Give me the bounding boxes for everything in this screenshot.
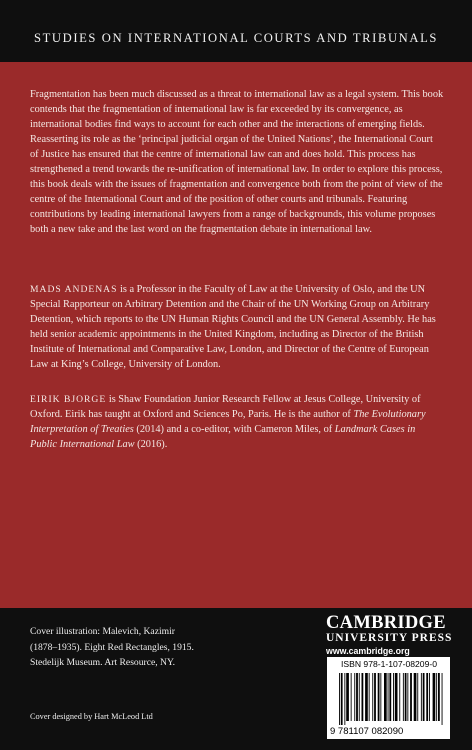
barcode-bar (403, 673, 404, 721)
author-bio-text: (2014) and a co-editor, with Cameron Miles, of (133, 424, 335, 435)
barcode-bar (341, 673, 343, 725)
barcode-bar (359, 673, 360, 721)
barcode-bar (407, 673, 408, 721)
barcode-bar (410, 673, 412, 721)
barcode-bar (369, 673, 370, 721)
barcode-bar (354, 673, 355, 721)
barcode-bar (344, 673, 345, 725)
barcode-bar (346, 673, 349, 721)
credit-line: Stedelijk Museum. Art Resource, NY. (30, 657, 176, 668)
barcode-bar (426, 673, 428, 721)
barcode-bar (414, 673, 417, 721)
barcode-bar (436, 673, 437, 721)
blurb-text (30, 87, 444, 237)
series-title: STUDIES ON INTERNATIONAL COURTS AND TRIBUNALS (34, 31, 438, 45)
barcode-bar (378, 673, 380, 721)
barcode-bars (339, 673, 443, 725)
book-title: Landmark Cases in Public International Law (30, 424, 416, 450)
publisher-url: www.cambridge.org (326, 646, 410, 656)
isbn-barcode (327, 657, 450, 739)
author-bio-text: is a Professor in the Faculty of Law at the University of Oslo, and the UN Special Rapporteur on Arbitrary Detention and the Chair of the UN Working Group on Arbitrary Detention, which reports to the UN Human Rights Council and the UN General Assembly. He has held senior academic appointments in the United Kingdom, including as Director of the British Institute of International and Comparative Law, London, and Director of the Centre of European Law at King’s College, University of London. (30, 284, 436, 370)
author-bio-paragraph (30, 392, 444, 452)
barcode-graphic (329, 671, 448, 737)
barcode-bar (433, 673, 436, 721)
barcode-bar (421, 673, 422, 721)
barcode-bar (389, 673, 391, 721)
cover-designer-credit: Cover designed by Hart McLeod Ltd (30, 712, 153, 721)
credit-line: (1878–1935). Eight Red Rectangles, 1915. (30, 641, 194, 653)
book-title: The Evolutionary Interpretation of Treaties (30, 409, 426, 435)
barcode-bar (438, 673, 440, 721)
barcode-bar (393, 673, 394, 721)
barcode-bar (423, 673, 425, 721)
author-bio-bjorge (30, 392, 444, 452)
publisher-name: CAMBRIDGE (326, 613, 446, 633)
barcode-bar (339, 673, 340, 725)
publisher-logo (326, 613, 453, 657)
author-bio-text: is Shaw Foundation Junior Research Fellow at Jesus College, University of Oxford. Eirik has taught at Oxford and Sciences Po, Paris. He is the author of (30, 394, 421, 420)
barcode-bar (405, 673, 407, 721)
blurb-paragraph: Fragmentation has been much discussed as a threat to international law as a legal system. This book contends that the fragmentation of international law is far exceeded by its convergence, as international bodies find ways to account for each other and the interactions of emerging fields. Reasserting its role as the ‘principal judicial organ of the United Nations’, the International Court of Justice has ensured that the centre of international law can and does hold. This process has strengthened a trend towards the re-unification of international law. In order to explore this process, this book deals with the issues of fragmentation and convergence both from the point of view of the centre of the International Court and of the position of other courts and tribunals. Featuring contributions by leading international lawyers from a range of backgrounds, this volume proposes both a new take and the last word on the fragmentation debate in international law. (30, 89, 444, 235)
barcode-bar (384, 673, 387, 721)
author-name: MADS ANDENAS (30, 284, 118, 295)
barcode-bar (417, 673, 418, 721)
author-bio-text: (2016). (134, 439, 168, 450)
author-bio-andenas (30, 282, 444, 372)
barcode-bar (374, 673, 376, 721)
barcode-bar (380, 673, 381, 721)
barcode-bar (442, 673, 443, 725)
isbn-label: ISBN 978-1-107-08209-0 (340, 659, 438, 669)
barcode-digits: 9 781107 082090 (330, 726, 404, 737)
publisher-subtitle: UNIVERSITY PRESS (326, 632, 453, 644)
barcode-bar (429, 673, 430, 721)
barcode-bar (365, 673, 368, 721)
barcode-bar (399, 673, 400, 721)
barcode-bar (356, 673, 358, 721)
author-name: EIRIK BJORGE (30, 394, 107, 405)
credit-line: Cover illustration: Malevich, Kazimir (30, 626, 175, 637)
barcode-bar (372, 673, 373, 721)
author-bio-paragraph (30, 282, 444, 372)
barcode-bar (395, 673, 398, 721)
cover-illustration-credit (30, 624, 260, 671)
barcode-bar (351, 673, 352, 721)
barcode-bar (388, 673, 389, 721)
barcode-bar (362, 673, 364, 721)
